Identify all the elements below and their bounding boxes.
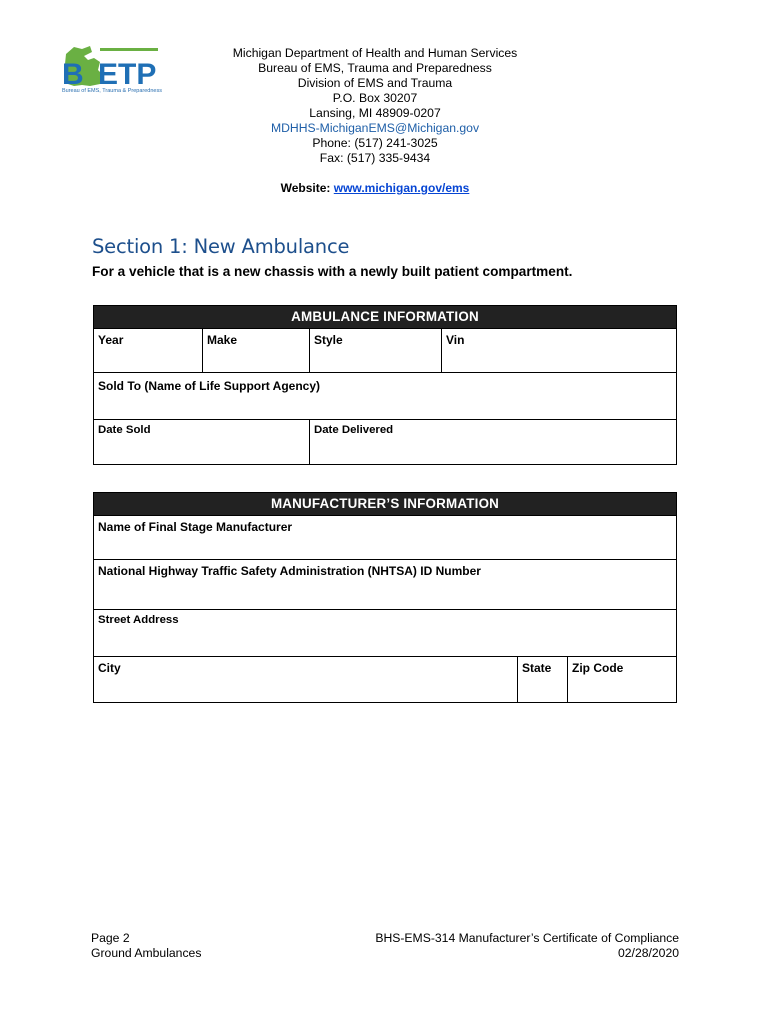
style-label: Style [314, 333, 343, 347]
section-subtitle: For a vehicle that is a new chassis with a newly built patient compartment. [92, 264, 573, 279]
nhtsa-id-label: National Highway Traffic Safety Administration (NHTSA) ID Number [98, 564, 481, 578]
footer-left [91, 931, 201, 961]
city-label: City [98, 661, 121, 675]
dates-row [94, 419, 676, 465]
svg-text:B: B [62, 58, 84, 88]
street-address-field[interactable] [94, 610, 676, 656]
manufacturer-name-row [94, 515, 676, 559]
section-title: Section 1: New Ambulance [92, 235, 350, 258]
sold-to-row [94, 372, 676, 419]
betp-logo [60, 44, 170, 100]
form-date: 02/28/2020 [618, 946, 679, 960]
address-line: Michigan Department of Health and Human Services [232, 46, 518, 60]
nhtsa-id-field[interactable] [94, 560, 676, 609]
street-address-row [94, 609, 676, 656]
contact-email-link[interactable]: MDHHS-MichiganEMS@Michigan.gov [270, 121, 480, 135]
date-delivered-field[interactable] [309, 420, 676, 465]
michigan-logo-icon [60, 44, 170, 88]
ambulance-information-header: AMBULANCE INFORMATION [94, 306, 676, 328]
manufacturer-information-table [93, 492, 677, 703]
city-state-zip-row [94, 656, 676, 702]
address-line: Division of EMS and Trauma [297, 76, 453, 90]
manufacturer-name-label: Name of Final Stage Manufacturer [98, 520, 293, 534]
nhtsa-row [94, 559, 676, 609]
address-line: Bureau of EMS, Trauma and Preparedness [258, 61, 492, 75]
form-category: Ground Ambulances [91, 946, 202, 960]
address-line: Lansing, MI 48909-0207 [309, 106, 441, 120]
style-field[interactable] [309, 329, 441, 372]
vin-field[interactable] [441, 329, 676, 372]
agency-address [190, 46, 560, 166]
vin-label: Vin [446, 333, 465, 347]
state-label: State [522, 661, 552, 675]
date-delivered-label: Date Delivered [314, 424, 394, 436]
website-label: Website: [280, 181, 331, 195]
zip-code-label: Zip Code [572, 661, 624, 675]
make-field[interactable] [202, 329, 309, 372]
city-field[interactable] [94, 657, 517, 702]
sold-to-field[interactable] [94, 373, 676, 419]
phone-number: Phone: (517) 241-3025 [312, 136, 438, 150]
logo-subtitle: Bureau of EMS, Trauma & Preparedness [62, 88, 162, 94]
date-sold-field[interactable] [94, 420, 309, 465]
street-address-label: Street Address [98, 614, 179, 626]
form-title: BHS-EMS-314 Manufacturer’s Certificate of Compliance [375, 931, 679, 945]
manufacturer-name-field[interactable] [94, 516, 676, 559]
zip-code-field[interactable] [567, 657, 676, 702]
year-field[interactable] [94, 329, 202, 372]
footer-right [375, 931, 679, 961]
year-label: Year [98, 333, 124, 347]
state-field[interactable] [517, 657, 567, 702]
vehicle-row [94, 328, 676, 372]
manufacturer-information-header: MANUFACTURER’S INFORMATION [94, 493, 676, 515]
make-label: Make [207, 333, 238, 347]
sold-to-label: Sold To (Name of Life Support Agency) [98, 379, 320, 393]
fax-number: Fax: (517) 335-9434 [319, 151, 431, 165]
page-number: Page 2 [91, 931, 130, 945]
ambulance-information-table [93, 305, 677, 465]
website-line [190, 181, 560, 195]
date-sold-label: Date Sold [98, 424, 151, 436]
address-line: P.O. Box 30207 [332, 91, 418, 105]
svg-text:ETP: ETP [98, 58, 157, 88]
website-link[interactable]: www.michigan.gov/ems [333, 181, 470, 195]
